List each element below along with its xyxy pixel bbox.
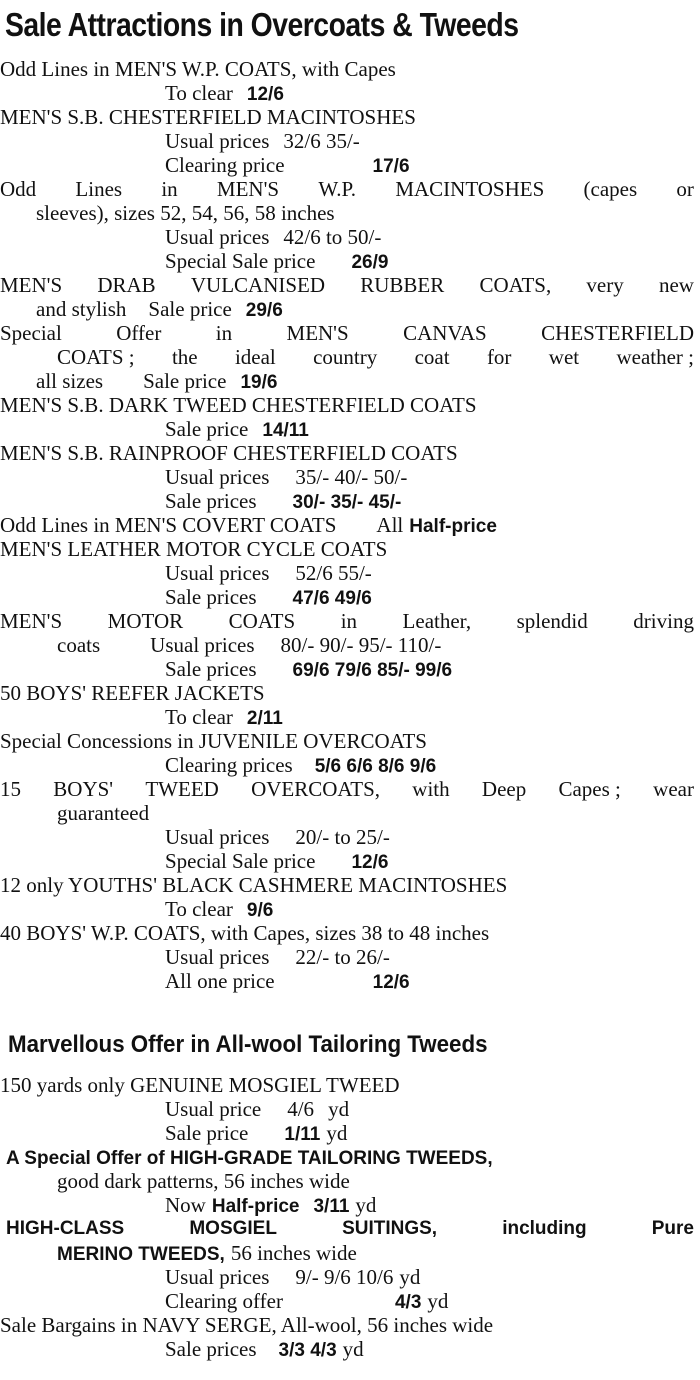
text-fragment: Sale price — [165, 417, 249, 441]
usual-prices: 80/- 90/- 95/- 110/- — [280, 633, 442, 657]
text-fragment: MEN'S LEATHER MOTOR CYCLE COATS — [0, 537, 388, 561]
text-fragment: Sale price — [165, 1121, 249, 1145]
text-fragment: MOTOR — [107, 609, 184, 633]
text-fragment: W.P. — [318, 177, 357, 201]
item-description — [36, 201, 335, 225]
text-fragment: 12 only YOUTHS' BLACK CASHMERE MACINTOSHES — [0, 873, 508, 897]
text-fragment: (capes — [583, 177, 638, 201]
item-price-line — [165, 657, 452, 681]
sale-prices: 30/- 35/- 45/- — [292, 492, 402, 513]
text-fragment: guaranteed — [57, 801, 150, 825]
one-price: 12/6 — [372, 972, 410, 993]
item-description — [57, 1241, 357, 1265]
item-price-line — [165, 1265, 420, 1289]
text-fragment: in — [340, 609, 358, 633]
item-description — [0, 393, 477, 417]
text-fragment: with — [412, 777, 450, 801]
text-fragment: coat — [414, 345, 450, 369]
text-fragment: Sale price — [148, 297, 232, 321]
text-fragment: MERINO TWEEDS, — [57, 1244, 225, 1265]
usual-price: 4/6 — [287, 1097, 315, 1121]
item-price-line — [165, 1289, 448, 1313]
text-fragment: MOSGIEL — [189, 1218, 277, 1239]
text-fragment: in — [215, 321, 233, 345]
item-price-line — [165, 249, 388, 273]
item-price-line — [165, 753, 436, 777]
item-description — [0, 777, 694, 801]
half-price-label: Half-price — [409, 516, 497, 537]
text-fragment: A Special Offer of HIGH-GRADE TAILORING TWEEDS, — [6, 1148, 493, 1169]
item-description — [0, 177, 694, 201]
sale-price: 1/11 — [284, 1124, 321, 1145]
text-fragment: and stylish — [36, 297, 127, 321]
text-fragment: weather ; — [616, 345, 694, 369]
item-price-line — [165, 585, 372, 609]
clear-price: 9/6 — [246, 900, 274, 921]
item-description — [0, 1073, 400, 1097]
text-fragment: 150 yards only GENUINE MOSGIEL TWEED — [0, 1073, 400, 1097]
text-fragment: TWEED — [145, 777, 219, 801]
item-price-line — [165, 945, 390, 969]
item-description — [0, 609, 694, 633]
text-fragment: Offer — [116, 321, 162, 345]
text-fragment: 40 BOYS' W.P. COATS, with Capes, sizes 38 to 48 inches — [0, 921, 490, 945]
text-fragment: Capes ; — [558, 777, 621, 801]
sale-prices: 47/6 49/6 — [292, 588, 372, 609]
text-fragment: BOYS' — [53, 777, 114, 801]
usual-prices: 42/6 to 50/- — [283, 225, 382, 249]
text-fragment: including — [502, 1218, 587, 1239]
text-fragment: yd — [399, 1265, 421, 1289]
text-fragment: Special Sale price — [165, 249, 316, 273]
text-fragment: all sizes — [36, 369, 104, 393]
text-fragment: Usual price — [165, 1097, 262, 1121]
text-fragment: wear — [653, 777, 694, 801]
text-fragment: Special Concessions in JUVENILE OVERCOATS — [0, 729, 427, 753]
item-price-line — [0, 513, 497, 537]
text-fragment: MEN'S S.B. CHESTERFIELD MACINTOSHES — [0, 105, 416, 129]
item-price-line — [165, 153, 410, 177]
special-price: 26/9 — [351, 252, 389, 273]
item-description — [0, 57, 396, 81]
text-fragment: CHESTERFIELD — [541, 321, 694, 345]
item-description — [0, 537, 387, 561]
text-fragment: DRAB — [97, 273, 156, 297]
item-price-line — [165, 969, 410, 993]
now-price: 3/11 — [313, 1196, 350, 1217]
item-price-line — [165, 561, 372, 585]
half-price-label: Half-price — [211, 1196, 300, 1217]
text-fragment: MACINTOSHES — [395, 177, 545, 201]
item-description — [0, 921, 489, 945]
text-fragment: HIGH-CLASS — [6, 1218, 125, 1239]
text-fragment: yd — [326, 1121, 348, 1145]
text-fragment: All — [376, 513, 404, 537]
text-fragment: Usual prices — [165, 129, 270, 153]
item-price-line — [165, 465, 407, 489]
item-price-line — [165, 1337, 364, 1361]
item-description — [57, 345, 694, 369]
usual-prices: 32/6 35/- — [283, 129, 360, 153]
text-fragment: very — [586, 273, 624, 297]
text-fragment: the — [171, 345, 198, 369]
text-fragment: wet — [548, 345, 580, 369]
text-fragment: for — [486, 345, 512, 369]
text-fragment: country — [313, 345, 378, 369]
usual-prices: 9/- 9/6 10/6 — [295, 1265, 394, 1289]
text-fragment: yd — [427, 1289, 449, 1313]
text-fragment: RUBBER — [360, 273, 445, 297]
item-description — [0, 441, 458, 465]
item-price-line — [36, 369, 277, 393]
text-fragment: VULCANISED — [190, 273, 326, 297]
text-fragment: OVERCOATS, — [251, 777, 381, 801]
text-fragment: 50 BOYS' REEFER JACKETS — [0, 681, 265, 705]
clearing-price: 4/3 — [394, 1292, 422, 1313]
item-price-line — [165, 129, 360, 153]
text-fragment: coats — [57, 633, 101, 657]
text-fragment: MEN'S — [0, 273, 63, 297]
text-fragment: Sale prices — [165, 585, 257, 609]
text-fragment: MEN'S S.B. DARK TWEED CHESTERFIELD COATS — [0, 393, 477, 417]
text-fragment: Usual prices — [165, 465, 270, 489]
text-fragment: Lines — [75, 177, 123, 201]
item-price-line — [165, 1193, 376, 1217]
text-fragment: Odd Lines in MEN'S W.P. COATS, with Capes — [0, 57, 396, 81]
usual-prices: 52/6 55/- — [295, 561, 372, 585]
item-description — [6, 1217, 694, 1241]
item-price-line — [165, 225, 381, 249]
text-fragment: Usual prices — [165, 1265, 270, 1289]
item-price-line — [36, 297, 283, 321]
item-description — [6, 1145, 493, 1169]
sale-price: 29/6 — [245, 300, 283, 321]
text-fragment: sleeves), sizes 52, 54, 56, 58 inches — [36, 201, 335, 225]
text-fragment: CANVAS — [403, 321, 487, 345]
text-fragment: To clear — [165, 897, 233, 921]
item-price-line — [57, 633, 441, 657]
item-description — [0, 1313, 493, 1337]
item-description — [0, 681, 265, 705]
text-fragment: Usual prices — [165, 825, 270, 849]
text-fragment: COATS ; — [57, 345, 135, 369]
text-fragment: yd — [355, 1193, 377, 1217]
usual-prices: 35/- 40/- 50/- — [295, 465, 408, 489]
text-fragment: Sale price — [143, 369, 227, 393]
clear-price: 12/6 — [246, 84, 284, 105]
text-fragment: new — [658, 273, 694, 297]
clear-price: 2/11 — [246, 708, 283, 729]
text-fragment: Usual prices — [165, 561, 270, 585]
text-fragment: Sale prices — [165, 1337, 257, 1361]
page-title: Sale Attractions in Overcoats & Tweeds — [5, 6, 519, 43]
text-fragment: COATS — [228, 609, 296, 633]
item-price-line — [165, 897, 273, 921]
clearing-prices: 5/6 6/6 8/6 9/6 — [314, 756, 437, 777]
text-fragment: Clearing price — [165, 153, 285, 177]
text-fragment: Odd — [0, 177, 37, 201]
text-fragment: Special — [0, 321, 62, 345]
item-price-line — [165, 489, 401, 513]
text-fragment: Pure — [651, 1218, 694, 1239]
text-fragment: 15 — [0, 777, 21, 801]
text-fragment: Odd Lines in MEN'S COVERT COATS — [0, 513, 337, 537]
text-fragment: yd — [328, 1097, 350, 1121]
text-fragment: Special Sale price — [165, 849, 316, 873]
text-fragment: 56 inches wide — [230, 1241, 357, 1265]
usual-prices: 20/- to 25/- — [295, 825, 390, 849]
item-price-line — [165, 849, 388, 873]
item-price-line — [165, 1097, 349, 1121]
text-fragment: MEN'S — [216, 177, 280, 201]
text-fragment: Sale prices — [165, 489, 257, 513]
text-fragment: driving — [633, 609, 694, 633]
text-fragment: Usual prices — [150, 633, 255, 657]
section-heading-tweeds: Marvellous Offer in All-wool Tailoring Tweeds — [8, 1031, 488, 1058]
item-price-line — [165, 417, 309, 441]
text-fragment: To clear — [165, 705, 233, 729]
sale-prices: 69/6 79/6 85/- 99/6 — [292, 660, 453, 681]
item-price-line — [165, 81, 284, 105]
text-fragment: or — [676, 177, 694, 201]
sale-price: 14/11 — [262, 420, 309, 441]
text-fragment: Sale Bargains in NAVY SERGE, All-wool, 56 inches wide — [0, 1313, 494, 1337]
item-description — [0, 321, 694, 345]
text-fragment: MEN'S S.B. RAINPROOF CHESTERFIELD COATS — [0, 441, 458, 465]
item-description — [0, 273, 694, 297]
text-fragment: Now — [165, 1193, 206, 1217]
text-fragment: SUITINGS, — [342, 1218, 438, 1239]
text-fragment: ideal — [234, 345, 276, 369]
clearing-price: 17/6 — [372, 156, 410, 177]
item-description — [0, 105, 416, 129]
text-fragment: Usual prices — [165, 945, 270, 969]
usual-prices: 22/- to 26/- — [295, 945, 390, 969]
text-fragment: good dark patterns, 56 inches wide — [57, 1169, 350, 1193]
item-price-line — [165, 825, 390, 849]
item-price-line — [165, 1121, 347, 1145]
text-fragment: yd — [342, 1337, 364, 1361]
text-fragment: Sale prices — [165, 657, 257, 681]
text-fragment: Deep — [481, 777, 527, 801]
item-description — [57, 801, 149, 825]
sale-prices: 3/3 4/3 — [278, 1340, 337, 1361]
text-fragment: Usual prices — [165, 225, 270, 249]
text-fragment: To clear — [165, 81, 233, 105]
text-fragment: Leather, — [402, 609, 472, 633]
text-fragment: Clearing offer — [165, 1289, 283, 1313]
text-fragment: MEN'S — [286, 321, 349, 345]
text-fragment: in — [161, 177, 178, 201]
special-price: 12/6 — [351, 852, 389, 873]
text-fragment: All one price — [165, 969, 275, 993]
item-description — [57, 1169, 350, 1193]
item-description — [0, 729, 427, 753]
item-price-line — [165, 705, 283, 729]
sale-price: 19/6 — [240, 372, 278, 393]
text-fragment: MEN'S — [0, 609, 63, 633]
item-description — [0, 873, 507, 897]
text-fragment: Clearing prices — [165, 753, 293, 777]
text-fragment: splendid — [516, 609, 588, 633]
text-fragment: COATS, — [479, 273, 552, 297]
